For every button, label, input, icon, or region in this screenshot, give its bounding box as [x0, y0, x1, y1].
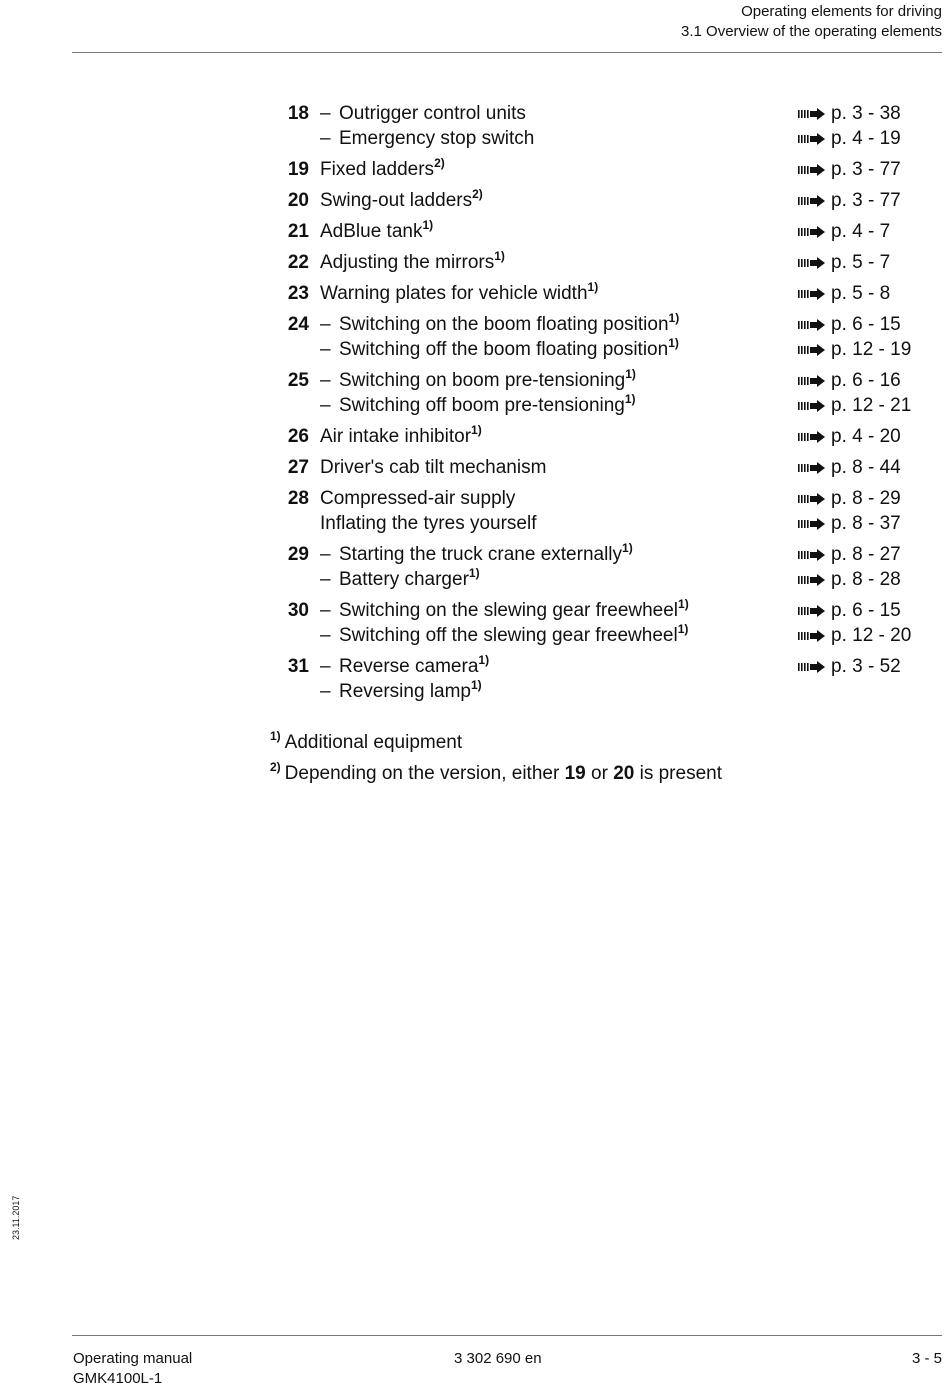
footnotes	[270, 730, 722, 792]
page-reference[interactable]	[798, 511, 901, 536]
section-title: 3.1 Overview of the operating elements	[681, 23, 942, 40]
item-text	[339, 679, 482, 706]
item-number: 27	[287, 457, 309, 478]
list-item	[0, 219, 950, 244]
item-label: Battery charger	[339, 569, 469, 590]
item-text	[339, 393, 636, 420]
footnote-reference: 1)	[677, 622, 689, 636]
page-reference[interactable]	[798, 101, 901, 126]
cross-reference-arrow-icon	[798, 624, 826, 636]
footnote-text: is present	[634, 763, 722, 784]
list-item-line	[0, 312, 950, 337]
footnote-text: Depending on the version, either	[284, 763, 565, 784]
list-item-line	[0, 219, 950, 244]
page-reference-text: p. 4 - 7	[831, 221, 891, 242]
cross-reference-arrow-icon	[798, 338, 826, 350]
item-number: 26	[287, 426, 309, 447]
item-text	[339, 623, 688, 650]
footer-divider	[72, 1335, 942, 1336]
item-number: 21	[287, 221, 309, 242]
cross-reference-arrow-icon	[798, 158, 826, 170]
item-text	[320, 455, 546, 480]
item-label: Reverse camera	[339, 656, 479, 677]
footnote-reference: 1)	[471, 678, 482, 692]
list-item	[0, 250, 950, 275]
list-item	[0, 542, 950, 592]
print-date: 23.11.2017	[11, 1195, 21, 1240]
cross-reference-arrow-icon	[798, 313, 826, 325]
list-item-line	[0, 393, 950, 418]
item-text	[339, 567, 480, 594]
list-item-line	[0, 654, 950, 679]
page-reference-text: p. 8 - 28	[831, 569, 901, 590]
item-label: AdBlue tank	[320, 221, 423, 242]
page-reference-text: p. 8 - 44	[831, 457, 901, 478]
item-text	[339, 542, 633, 569]
page-reference[interactable]	[798, 219, 890, 244]
item-text	[339, 126, 534, 151]
page-reference[interactable]	[798, 598, 901, 623]
page-reference-text: p. 8 - 37	[831, 513, 901, 534]
item-number: 25	[287, 370, 309, 391]
list-item-line	[0, 101, 950, 126]
footnote-reference: 1)	[587, 280, 599, 294]
footnote-2	[270, 761, 722, 786]
page-reference-text: p. 8 - 27	[831, 544, 901, 565]
footnote-reference: 1)	[678, 597, 689, 611]
dash-bullet: –	[320, 681, 331, 702]
dash-bullet: –	[320, 103, 331, 124]
page-reference-text: p. 5 - 8	[831, 283, 891, 304]
page-reference[interactable]	[798, 281, 890, 306]
footnote-1	[270, 730, 722, 755]
footnote-reference: 1)	[422, 218, 434, 232]
list-item-line	[0, 511, 950, 536]
footnote-marker: 2)	[270, 760, 281, 774]
list-item-line	[0, 486, 950, 511]
page-reference[interactable]	[798, 188, 901, 213]
cross-reference-arrow-icon	[798, 251, 826, 263]
footnote-reference: 2)	[472, 187, 483, 201]
list-item	[0, 654, 950, 704]
item-label: Driver's cab tilt mechanism	[320, 457, 547, 478]
dash-bullet: –	[320, 370, 331, 391]
item-label: Warning plates for vehicle width	[320, 283, 588, 304]
page-reference-text: p. 3 - 77	[831, 190, 901, 211]
page-reference-text: p. 8 - 29	[831, 488, 901, 509]
item-text	[320, 188, 483, 215]
page-reference-text: p. 3 - 38	[831, 103, 901, 124]
footnote-reference: 1)	[625, 367, 636, 381]
list-item	[0, 424, 950, 449]
item-number: 24	[287, 314, 309, 335]
item-text	[320, 424, 482, 451]
cross-reference-arrow-icon	[798, 127, 826, 139]
item-text	[339, 654, 489, 681]
item-number: 28	[287, 488, 309, 509]
item-number: 29	[287, 544, 309, 565]
footnote-reference: 1)	[471, 423, 482, 437]
page-reference[interactable]	[798, 337, 911, 362]
page-reference-text: p. 6 - 15	[831, 314, 901, 335]
cross-reference-arrow-icon	[798, 512, 826, 524]
item-number: 19	[287, 159, 309, 180]
page-reference[interactable]	[798, 157, 901, 182]
cross-reference-arrow-icon	[798, 487, 826, 499]
item-number: 23	[287, 283, 309, 304]
item-label: Adjusting the mirrors	[320, 252, 495, 273]
item-text	[320, 250, 505, 277]
item-label: Swing-out ladders	[320, 190, 473, 211]
list-item-line	[0, 455, 950, 480]
item-text	[339, 337, 679, 364]
page-reference[interactable]	[798, 654, 901, 679]
item-text	[339, 368, 636, 395]
list-item-line	[0, 281, 950, 306]
footnote-item-number: 19	[564, 763, 586, 784]
item-label: Air intake inhibitor	[320, 426, 472, 447]
operating-elements-list	[0, 101, 950, 710]
page-reference-text: p. 12 - 19	[831, 339, 912, 360]
list-item-line	[0, 250, 950, 275]
item-label: Compressed-air supply	[320, 488, 516, 509]
page-reference-text: p. 6 - 15	[831, 600, 901, 621]
item-label: Inflating the tyres yourself	[320, 513, 537, 534]
cross-reference-arrow-icon	[798, 189, 826, 201]
item-number: 18	[287, 103, 309, 124]
footnote-reference: 1)	[624, 392, 636, 406]
dash-bullet: –	[320, 128, 331, 149]
list-item-line	[0, 126, 950, 151]
item-text	[320, 219, 433, 246]
page-reference-text: p. 12 - 21	[831, 395, 912, 416]
page-reference-text: p. 4 - 20	[831, 426, 901, 447]
list-item-line	[0, 188, 950, 213]
list-item-line	[0, 679, 950, 704]
list-item	[0, 101, 950, 151]
page-reference-text: p. 5 - 7	[831, 252, 891, 273]
dash-bullet: –	[320, 569, 331, 590]
list-item	[0, 598, 950, 648]
footnote-reference: 1)	[468, 566, 480, 580]
footnote-marker: 1)	[270, 729, 281, 743]
item-label: Switching on the boom floating position	[339, 314, 669, 335]
page-number: 3 - 5	[911, 1350, 942, 1367]
dash-bullet: –	[320, 544, 331, 565]
cross-reference-arrow-icon	[798, 369, 826, 381]
model-label: GMK4100L-1	[73, 1370, 163, 1387]
cross-reference-arrow-icon	[798, 543, 826, 555]
page-reference[interactable]	[798, 567, 901, 592]
page-reference[interactable]	[798, 368, 901, 393]
item-label: Emergency stop switch	[339, 128, 535, 149]
item-number: 30	[287, 600, 309, 621]
dash-bullet: –	[320, 339, 331, 360]
cross-reference-arrow-icon	[798, 282, 826, 294]
cross-reference-arrow-icon	[798, 102, 826, 114]
item-label: Fixed ladders	[320, 159, 435, 180]
page-reference-text: p. 3 - 77	[831, 159, 901, 180]
item-label: Starting the truck crane externally	[339, 544, 623, 565]
item-text	[320, 511, 537, 536]
footnote-reference: 2)	[434, 156, 445, 170]
page-reference-text: p. 12 - 20	[831, 625, 912, 646]
page-reference[interactable]	[798, 486, 901, 511]
list-item-line	[0, 337, 950, 362]
item-label: Reversing lamp	[339, 681, 471, 702]
page-reference-text: p. 6 - 16	[831, 370, 901, 391]
dash-bullet: –	[320, 656, 331, 677]
list-item-line	[0, 368, 950, 393]
page-reference-text: p. 3 - 52	[831, 656, 901, 677]
item-number: 31	[287, 656, 309, 677]
item-number: 22	[287, 252, 309, 273]
manual-label: Operating manual	[73, 1350, 193, 1367]
page-reference-text: p. 4 - 19	[831, 128, 901, 149]
list-item	[0, 188, 950, 213]
chapter-title: Operating elements for driving	[741, 3, 942, 20]
document-number: 3 302 690 en	[454, 1350, 542, 1367]
cross-reference-arrow-icon	[798, 220, 826, 232]
item-text	[339, 598, 689, 625]
list-item	[0, 281, 950, 306]
list-item	[0, 312, 950, 362]
item-label: Switching off the slewing gear freewheel	[339, 625, 678, 646]
cross-reference-arrow-icon	[798, 456, 826, 468]
item-text	[320, 157, 445, 184]
cross-reference-arrow-icon	[798, 394, 826, 406]
item-label: Switching on boom pre-tensioning	[339, 370, 626, 391]
item-label: Outrigger control units	[339, 103, 526, 124]
page-reference[interactable]	[798, 455, 901, 480]
footnote-reference: 1)	[478, 653, 490, 667]
footnote-reference: 1)	[494, 249, 505, 263]
list-item-line	[0, 598, 950, 623]
footnote-text: or	[585, 763, 614, 784]
dash-bullet: –	[320, 600, 331, 621]
item-label: Switching off boom pre-tensioning	[339, 395, 625, 416]
list-item	[0, 368, 950, 418]
list-item-line	[0, 157, 950, 182]
cross-reference-arrow-icon	[798, 655, 826, 667]
list-item-line	[0, 542, 950, 567]
item-number: 20	[287, 190, 309, 211]
page-reference[interactable]	[798, 250, 890, 275]
cross-reference-arrow-icon	[798, 425, 826, 437]
page-reference[interactable]	[798, 424, 901, 449]
item-text	[339, 101, 526, 126]
page-reference[interactable]	[798, 126, 901, 151]
page-reference[interactable]	[798, 623, 911, 648]
list-item-line	[0, 567, 950, 592]
cross-reference-arrow-icon	[798, 568, 826, 580]
footnote-reference: 1)	[668, 336, 679, 350]
page-reference[interactable]	[798, 542, 901, 567]
item-text	[320, 281, 598, 308]
page-reference[interactable]	[798, 393, 911, 418]
list-item	[0, 486, 950, 536]
footer-manual-info	[73, 1349, 192, 1389]
dash-bullet: –	[320, 625, 331, 646]
item-label: Switching on the slewing gear freewheel	[339, 600, 679, 621]
item-label: Switching off the boom floating position	[339, 339, 669, 360]
header-divider	[72, 52, 942, 53]
page-header	[681, 2, 942, 42]
footnote-item-number: 20	[613, 763, 635, 784]
list-item	[0, 157, 950, 182]
item-text	[320, 486, 515, 511]
footnote-reference: 1)	[668, 311, 680, 325]
list-item-line	[0, 424, 950, 449]
list-item	[0, 455, 950, 480]
dash-bullet: –	[320, 395, 331, 416]
footnote-reference: 1)	[622, 541, 633, 555]
dash-bullet: –	[320, 314, 331, 335]
footnote-text: Additional equipment	[284, 732, 463, 753]
page-reference[interactable]	[798, 312, 901, 337]
cross-reference-arrow-icon	[798, 599, 826, 611]
list-item-line	[0, 623, 950, 648]
item-text	[339, 312, 679, 339]
